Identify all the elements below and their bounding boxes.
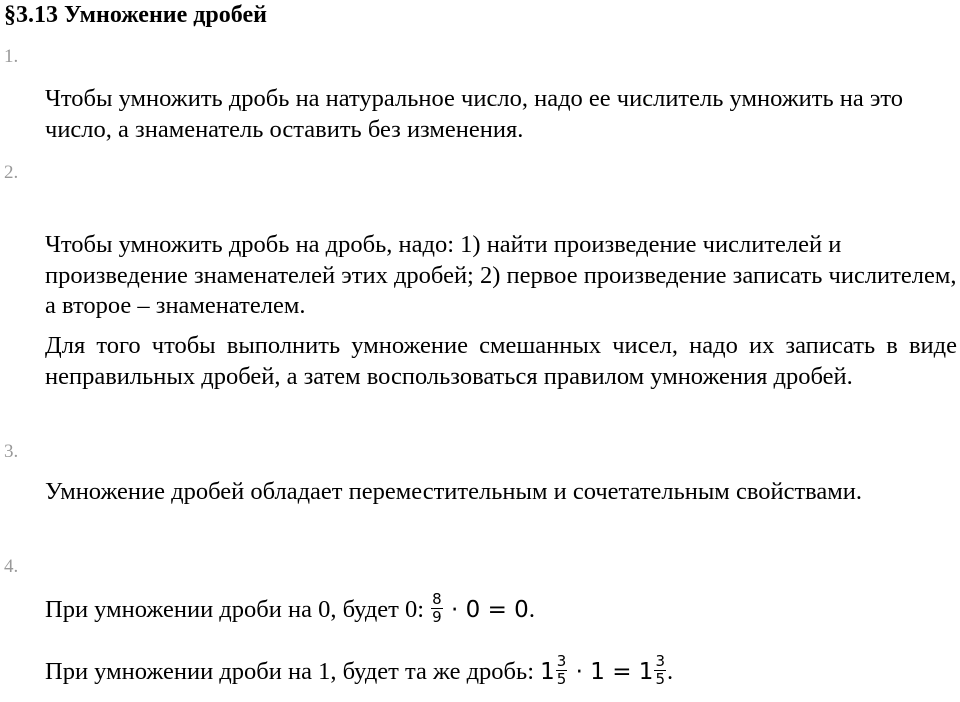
rule-fraction-times-fraction: Чтобы умножить дробь на дробь, надо: 1) найти произведение числителей и произведение знаменателей этих дробей; 2) первое произведение записать числителем, а второе – знаменателем.	[45, 231, 957, 319]
item-number-4: 4.	[4, 556, 19, 577]
fraction-denominator: 5	[655, 670, 665, 688]
item-number-1: 1.	[4, 46, 19, 67]
zero-rule-text: При умножении дроби на 0, будет 0:	[45, 596, 431, 623]
one-rule-formula	[540, 652, 667, 688]
item-number-3: 3.	[4, 441, 19, 462]
zero-rule-end: .	[528, 596, 535, 623]
zero-rule-formula	[430, 590, 529, 626]
fraction-numerator: 3	[556, 652, 567, 670]
rule-multiply-by-one	[45, 652, 957, 690]
rule-mixed-numbers: Для того чтобы выполнить умножение смешанных чисел, надо их записать в виде неправильных дробей, а затем воспользоваться правилом умножения дробей.	[45, 332, 957, 390]
fraction-numerator: 3	[655, 652, 665, 670]
zero-rule-rest: ⋅ 0 = 0	[451, 597, 529, 623]
fraction-8-9	[431, 591, 443, 626]
item-number-2: 2.	[4, 162, 19, 183]
fraction-denominator: 9	[432, 608, 442, 626]
one-rule-text: При умножении дроби на 1, будет та же дробь:	[45, 658, 541, 685]
one-rule-end: .	[666, 658, 674, 685]
fraction-3-5-left	[556, 653, 568, 688]
rule-multiply-by-zero	[45, 590, 957, 628]
one-rule-middle: ⋅ 1 = 1	[575, 659, 654, 685]
fraction-numerator: 8	[432, 590, 442, 608]
mixed-whole-1: 1	[540, 659, 555, 685]
fraction-denominator: 5	[556, 670, 567, 688]
rule-fraction-times-natural: Чтобы умножить дробь на натуральное число, надо ее числитель умножить на это число, а знаменатель оставить без изменения.	[45, 85, 904, 143]
rule-properties: Умножение дробей обладает переместительным и сочетательным свойствами.	[45, 478, 863, 505]
fraction-3-5-right	[654, 653, 666, 688]
page-title: §3.13 Умножение дробей	[4, 2, 267, 28]
